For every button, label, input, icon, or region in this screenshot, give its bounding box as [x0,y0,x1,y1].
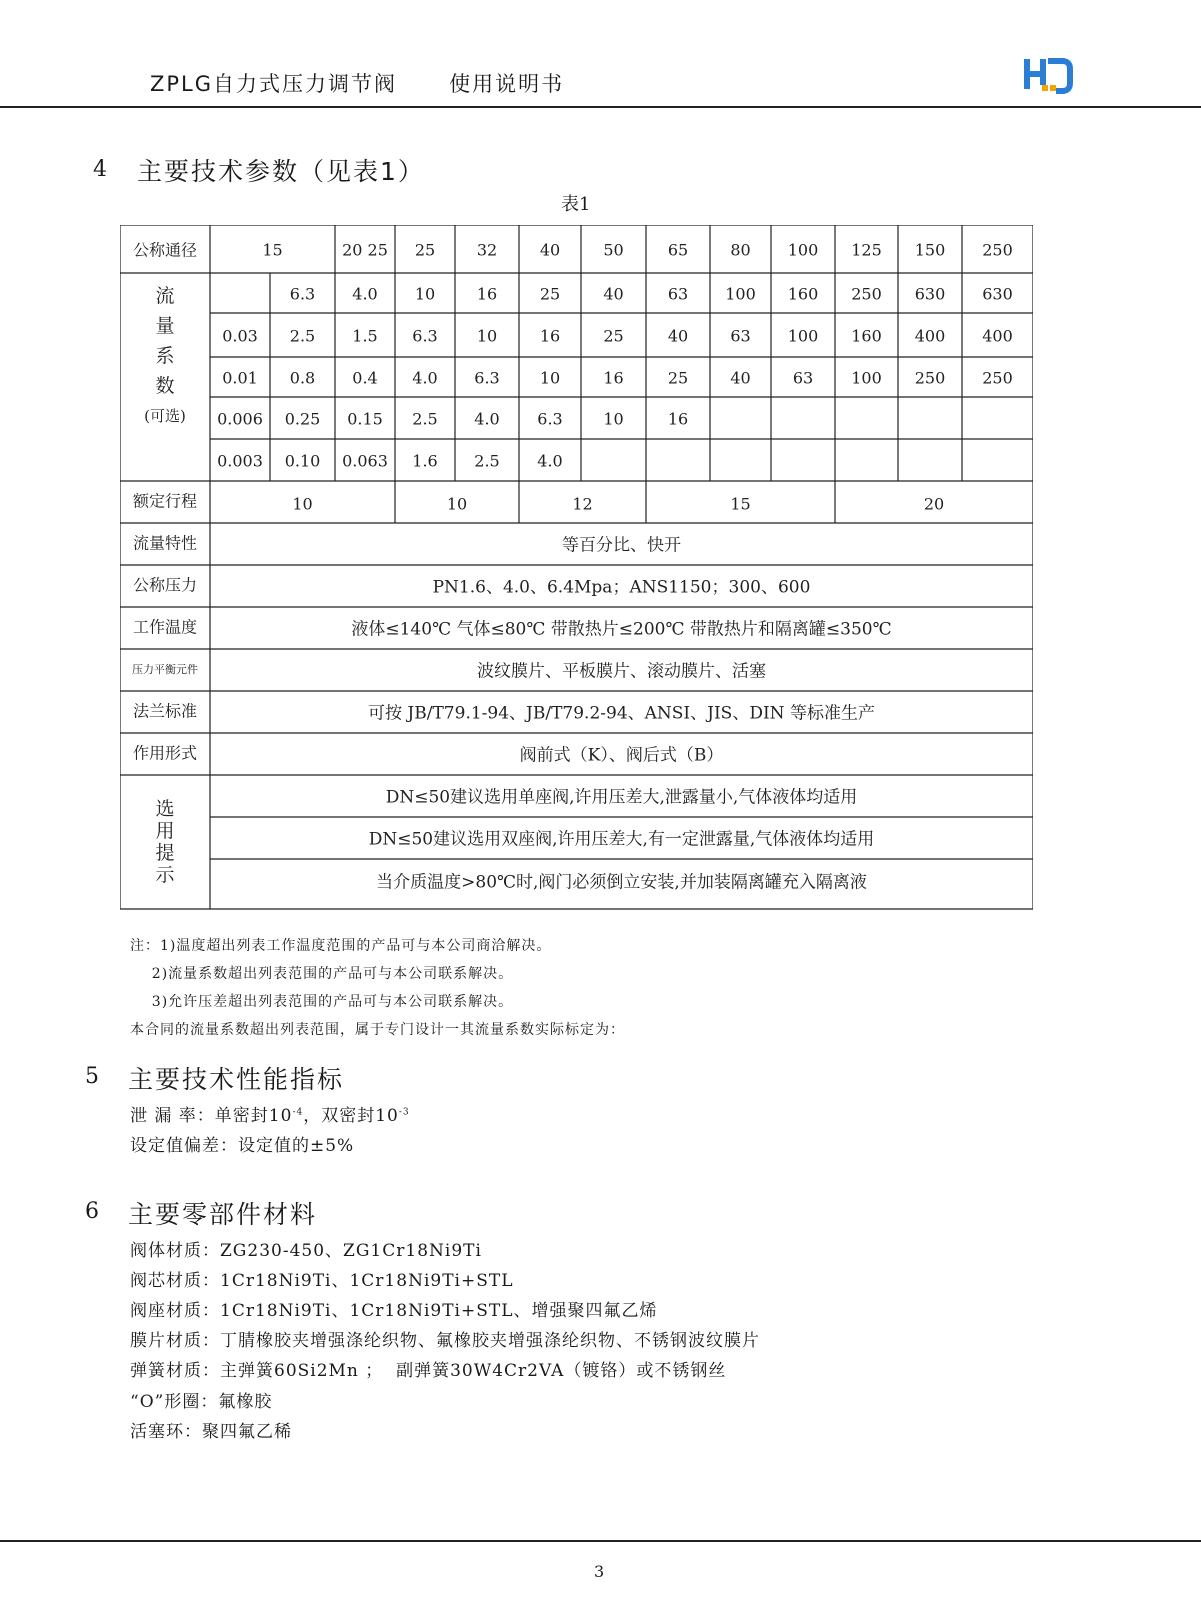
flow-coefficient-cell: 2.5 [412,409,438,429]
section-title: 主要技术性能指标 [128,1065,345,1094]
flow-coefficient-cell: 16 [539,326,561,346]
table-label: 压力平衡元件 [132,663,198,676]
flow-coefficient-cell: 630 [982,284,1013,304]
flow-coefficient-cell: 25 [539,284,561,304]
selection-tip: 当介质温度>80℃时,阀门必须倒立安装,并加装隔离罐充入隔离液 [376,872,867,893]
diameter-cell: 15 [262,240,283,260]
rated-travel-cell: 10 [446,494,468,514]
flow-coefficient-cell: 0.25 [284,409,321,429]
setpoint-deviation: 设定值偏差：设定值的±5% [130,1136,355,1156]
flow-coefficient-cell: 25 [667,368,689,388]
flow-coefficient-cell: 16 [476,284,498,304]
flow-coefficient-cell: 0.10 [284,451,321,471]
section-number: 4 [93,157,107,182]
flow-coefficient-cell: 630 [914,284,946,304]
flow-coefficient-cell: 25 [603,326,624,346]
rated-travel-cell: 12 [572,494,593,514]
working-temperature-value: 液体≤140℃ 气体≤80℃ 带散热片≤200℃ 带散热片和隔离罐≤350℃ [351,619,892,640]
table-label: 公称通径 [132,240,198,260]
diameter-cell: 100 [787,240,819,260]
flow-coefficient-cell: 160 [787,284,819,304]
material-line: “O”形圈：氟橡胶 [130,1392,273,1412]
selection-tips-label: 选 [155,798,175,820]
flow-coefficient-cell: 40 [667,326,689,346]
pressure-balance-element-value: 波纹膜片、平板膜片、滚动膜片、活塞 [477,661,766,682]
section-number: 5 [85,1064,99,1089]
flow-coefficient-cell: 0.8 [289,368,316,388]
diameter-cell: 65 [667,240,689,260]
flow-coefficient-cell: 16 [603,368,624,388]
flow-coefficient-cell: 0.063 [342,451,388,471]
flow-coefficient-cell: 0.4 [352,368,378,388]
flow-coefficient-cell: 0.003 [217,451,263,471]
diameter-cell: 250 [982,240,1013,260]
selection-tip: DN≤50建议选用单座阀,许用压差大,泄露量小,气体液体均适用 [385,787,858,808]
flow-coefficient-cell: 10 [476,326,498,346]
diameter-cell: 80 [730,240,751,260]
flow-coefficient-cell: 63 [792,368,814,388]
flow-coefficient-cell: 0.03 [222,326,258,346]
flow-coefficient-cell: 6.3 [289,284,316,304]
diameter-cell: 125 [851,240,882,260]
flow-coefficient-label: 数 [155,375,175,397]
leakage-mid: ，双密封10 [303,1106,399,1126]
flange-standard-value: 可按 JB/T79.1-94、JB/T79.2-94、ANSI、JIS、DIN 等标准生产 [368,703,875,724]
flow-coefficient-cell: 250 [851,284,882,304]
selection-tip: DN≤50建议选用双座阀,许用压差大,有一定泄露量,气体液体均适用 [368,829,875,850]
flow-coefficient-cell: 400 [914,326,946,346]
leakage-exponent-single: -4 [292,1107,304,1118]
section-number: 6 [85,1199,99,1224]
table-caption: 表1 [561,194,591,215]
flow-coefficient-cell: 0.01 [222,368,258,388]
diameter-cell: 25 [414,240,436,260]
leakage-prefix: 泄 漏 率：单密封10 [130,1106,293,1126]
flow-coefficient-cell: 4.0 [537,451,563,471]
flow-coefficient-optional: (可选) [144,407,186,425]
material-line: 膜片材质：丁腈橡胶夹增强涤纶织物、氟橡胶夹增强涤纶织物、不锈钢波纹膜片 [130,1331,760,1351]
diameter-cell: 20 25 [342,240,388,260]
rated-travel-cell: 15 [730,494,751,514]
selection-tips-label: 示 [155,864,175,886]
nominal-pressure-value: PN1.6、4.0、6.4Mpa；ANS1150；300、600 [432,577,811,598]
flow-coefficient-cell: 160 [851,326,882,346]
table-label: 额定行程 [132,491,198,511]
hd-logo-icon [1022,57,1074,95]
flow-coefficient-cell: 0.15 [347,409,383,429]
flow-coefficient-cell: 0.006 [217,409,263,429]
table-label: 作用形式 [132,743,198,763]
flow-coefficient-label: 系 [155,345,175,367]
note-line: 3)允许压差超出列表范围的产品可与本公司联系解决。 [130,994,514,1010]
flow-coefficient-cell: 100 [725,284,756,304]
page-number: 3 [594,1562,605,1581]
flow-coefficient-cell: 10 [603,409,624,429]
leakage-rate [130,1101,410,1126]
diameter-cell: 32 [476,240,498,260]
flow-coefficient-cell: 10 [414,284,436,304]
diameter-cell: 50 [603,240,624,260]
flow-coefficient-cell: 400 [982,326,1013,346]
flow-coefficient-cell: 100 [787,326,819,346]
flow-coefficient-cell: 6.3 [412,326,438,346]
note-line: 本合同的流量系数超出列表范围，属于专门设计一其流量系数实际标定为： [130,1022,625,1038]
flow-coefficient-label: 流 [155,285,175,307]
diameter-cell: 40 [539,240,561,260]
document-header-title: ZPLG自力式压力调节阀 使用说明书 [150,72,565,96]
flow-coefficient-cell: 4.0 [474,409,500,429]
selection-tips-label: 用 [155,820,175,842]
flow-coefficient-cell: 16 [667,409,689,429]
flow-coefficient-cell: 40 [730,368,751,388]
flow-coefficient-cell: 10 [539,368,561,388]
section-title: 主要技术参数（见表1） [137,157,425,186]
material-line: 阀座材质：1Cr18Ni9Ti、1Cr18Ni9Ti+STL、增强聚四氟乙烯 [130,1301,658,1321]
flow-coefficient-cell: 250 [982,368,1013,388]
material-line: 弹簧材质：主弹簧60Si2Mn ； 副弹簧30W4Cr2VA（镀铬）或不锈钢丝 [130,1361,727,1381]
flow-coefficient-cell: 63 [667,284,689,304]
footer-divider [0,1540,1201,1542]
rated-travel-cell: 20 [923,494,945,514]
diameter-cell: 150 [914,240,946,260]
rated-travel-cell: 10 [292,494,313,514]
selection-tips-label: 提 [155,842,175,864]
table-label: 流量特性 [132,533,198,553]
section-title: 主要零部件材料 [128,1200,318,1229]
table-label: 工作温度 [132,617,198,637]
flow-coefficient-cell: 40 [603,284,624,304]
material-line: 活塞环：聚四氟乙稀 [130,1422,292,1442]
table-label: 公称压力 [132,575,198,595]
flow-characteristic-value: 等百分比、快开 [562,535,681,556]
material-line: 阀体材质：ZG230-450、ZG1Cr18Ni9Ti [130,1241,482,1261]
table-label: 法兰标准 [132,701,198,721]
header-divider [0,106,1201,108]
note-line: 注：1)温度超出列表工作温度范围的产品可与本公司商洽解决。 [130,938,552,954]
flow-coefficient-cell: 4.0 [412,368,438,388]
flow-coefficient-cell: 2.5 [474,451,500,471]
material-line: 阀芯材质：1Cr18Ni9Ti、1Cr18Ni9Ti+STL [130,1271,514,1291]
flow-coefficient-cell: 4.0 [352,284,378,304]
flow-coefficient-cell: 1.6 [412,451,438,471]
flow-coefficient-cell: 250 [914,368,946,388]
flow-coefficient-cell: 63 [730,326,751,346]
action-type-value: 阀前式（K）、阀后式（B） [519,745,724,766]
note-line: 2)流量系数超出列表范围的产品可与本公司联系解决。 [130,966,514,982]
flow-coefficient-cell: 1.5 [352,326,378,346]
flow-coefficient-cell: 100 [851,368,882,388]
flow-coefficient-cell: 6.3 [474,368,500,388]
flow-coefficient-cell: 6.3 [537,409,563,429]
spec-table [120,225,1033,910]
leakage-exponent-double: -3 [398,1107,410,1118]
flow-coefficient-cell: 2.5 [289,326,316,346]
flow-coefficient-label: 量 [155,315,175,337]
